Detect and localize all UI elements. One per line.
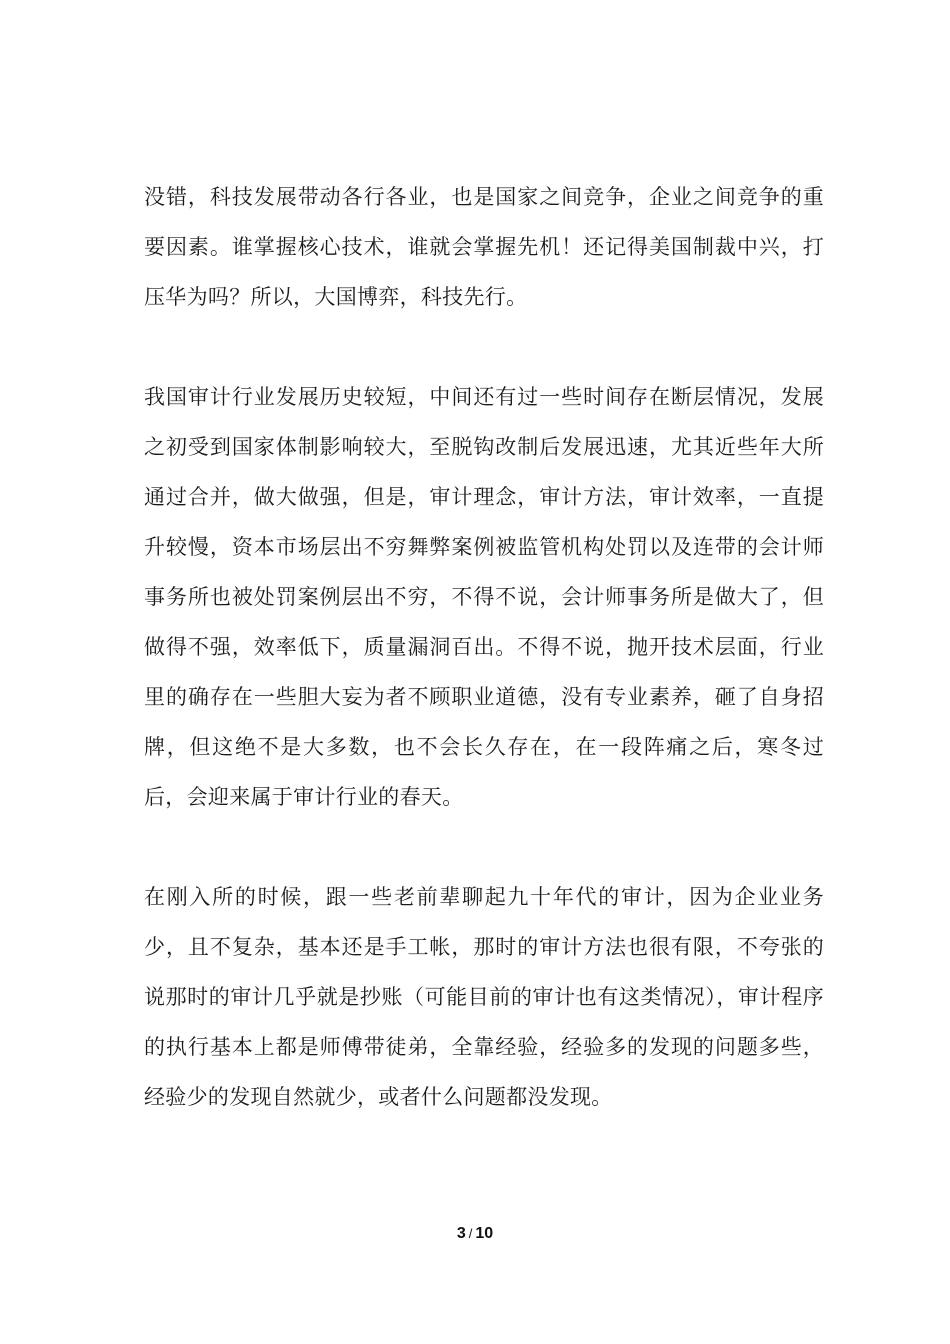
document-body: [144, 172, 824, 1122]
paragraph-3: 在刚入所的时候，跟一些老前辈聊起九十年代的审计，因为企业业务少，且不复杂，基本还是手工帐，那时的审计方法也很有限，不夸张的说那时的审计几乎就是抄账（可能目前的审计也有这类情况），审计程序的执行基本上都是师傅带徒弟，全靠经验，经验多的发现的问题多些，经验少的发现自然就少，或者什么问题都没发现。: [144, 885, 824, 1109]
page-number-separator: /: [468, 1226, 473, 1241]
paragraph-spacer: [144, 322, 824, 372]
paragraph-2: 我国审计行业发展历史较短，中间还有过一些时间存在断层情况，发展之初受到国家体制影响较大，至脱钩改制后发展迅速，尤其近些年大所通过合并，做大做强，但是，审计理念，审计方法，审计效率，一直提升较慢，资本市场层出不穷舞弊案例被监管机构处罚以及连带的会计师事务所也被处罚案例层出不穷，不得不说，会计师事务所是做大了，但做得不强，效率低下，质量漏洞百出。不得不说，抛开技术层面，行业里的确存在一些胆大妄为者不顾职业道德，没有专业素养，砸了自身招牌，但这绝不是大多数，也不会长久存在，在一段阵痛之后，寒冬过后，会迎来属于审计行业的春天。: [144, 385, 824, 809]
page-number: [0, 1225, 950, 1243]
total-pages-number: 10: [475, 1225, 494, 1242]
current-page-number: 3: [456, 1225, 466, 1242]
paragraph-spacer: [144, 822, 824, 872]
paragraph-1: 没错，科技发展带动各行各业，也是国家之间竞争，企业之间竞争的重要因素。谁掌握核心技术，谁就会掌握先机！还记得美国制裁中兴，打压华为吗？所以，大国博弈，科技先行。: [144, 185, 824, 309]
